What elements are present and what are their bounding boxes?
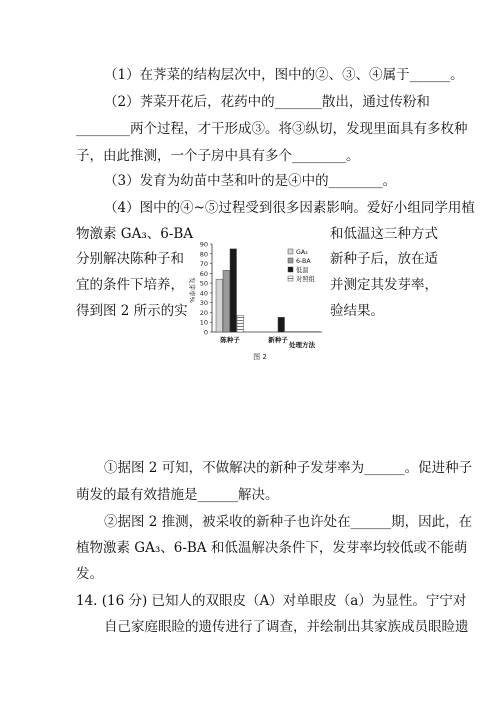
legend-swatch-2 <box>288 267 293 272</box>
q4-line-2-right: 和低温这三种方式 <box>330 226 438 242</box>
y-tick-label: 50 <box>199 279 208 288</box>
q2-line-3: 子，由此推测，一个子房中具有多个________。 <box>76 148 360 164</box>
y-tick-label: 60 <box>199 269 208 278</box>
q3-line: （3）发育为幼苗中茎和叶的是④中的________。 <box>104 173 397 189</box>
legend-swatch-3 <box>288 276 293 281</box>
y-tick-label: 20 <box>199 308 208 317</box>
sub1-line-1: ①据图 2 可知，不做解决的新种子发芽率为______。促进种子 <box>104 460 473 476</box>
sub2-line-3: 发。 <box>76 566 103 582</box>
legend-label-0: GA₃ <box>296 249 308 256</box>
y-axis-label: 发芽率% <box>188 277 196 303</box>
y-tick-label: 0 <box>203 328 208 337</box>
q1-line: （1）在荠菜的结构层次中，图中的②、③、④属于______。 <box>104 67 464 83</box>
legend-label-3: 对照组 <box>296 276 315 283</box>
sub1-line-2: 萌发的最有效措施是______解决。 <box>76 487 279 503</box>
q14-line-2: 自己家庭眼睑的遗传进行了调查，并绘制出其家族成员眼睑遗 <box>104 619 469 635</box>
y-tick-label: 10 <box>199 318 208 327</box>
q4-line-5-right: 验结果。 <box>330 303 384 319</box>
figure-caption: 图 2 <box>253 353 267 361</box>
y-tick-label: 90 <box>199 240 208 249</box>
y-tick-label: 40 <box>199 289 208 298</box>
bar-0-2 <box>230 249 237 332</box>
x-axis-label: 处理方法 <box>289 341 315 349</box>
y-tick-label: 30 <box>199 299 208 308</box>
bar-1-2 <box>278 317 285 332</box>
germination-chart <box>180 238 330 362</box>
q4-line-3-left: 分别解决陈种子和 <box>76 251 184 267</box>
q14-line-1: 14. (16 分) 已知人的双眼皮（A）对单眼皮（a）为显性。宁宁对 <box>76 593 467 609</box>
q4-line-4-right: 并测定其发芽率， <box>330 277 438 293</box>
q4-line-2-left: 物激素 GA₃、6-BA <box>76 226 194 242</box>
sub2-line-2: 植物激素 GA₃、6-BA 和低温解决条件下，发芽率均较低或不能萌 <box>76 540 468 556</box>
q4-line-1: （4）图中的④~⑤过程受到很多因素影响。爱好小组同学用植 <box>104 200 475 216</box>
q2-line-1: （2）荠菜开花后，花药中的_______散出，通过传粉和 <box>104 94 430 110</box>
legend-label-1: 6-BA <box>296 258 311 265</box>
legend-swatch-1 <box>288 258 293 263</box>
legend-swatch-0 <box>288 249 293 254</box>
category-label: 新种子 <box>268 336 288 344</box>
bar-0-3 <box>237 315 244 332</box>
bar-0-0 <box>216 279 223 332</box>
q4-line-3-right: 新种子后，放在适 <box>330 251 438 267</box>
chart-svg <box>180 238 330 362</box>
q4-line-4-left: 宜的条件下培养， <box>76 277 184 293</box>
sub2-line-1: ②据图 2 推测，被采收的新种子也许处在______期，因此，在 <box>104 514 473 530</box>
bar-0-1 <box>223 270 230 332</box>
q4-line-5-left: 得到图 2 所示的实 <box>76 303 188 319</box>
y-tick-label: 70 <box>199 260 208 269</box>
category-label: 陈种子 <box>220 336 240 344</box>
y-tick-label: 80 <box>199 250 208 259</box>
legend-label-2: 低温 <box>296 267 309 274</box>
q2-line-2: ________两个过程，才干形成③。将③纵切，发现里面具有多枚种 <box>76 121 468 137</box>
